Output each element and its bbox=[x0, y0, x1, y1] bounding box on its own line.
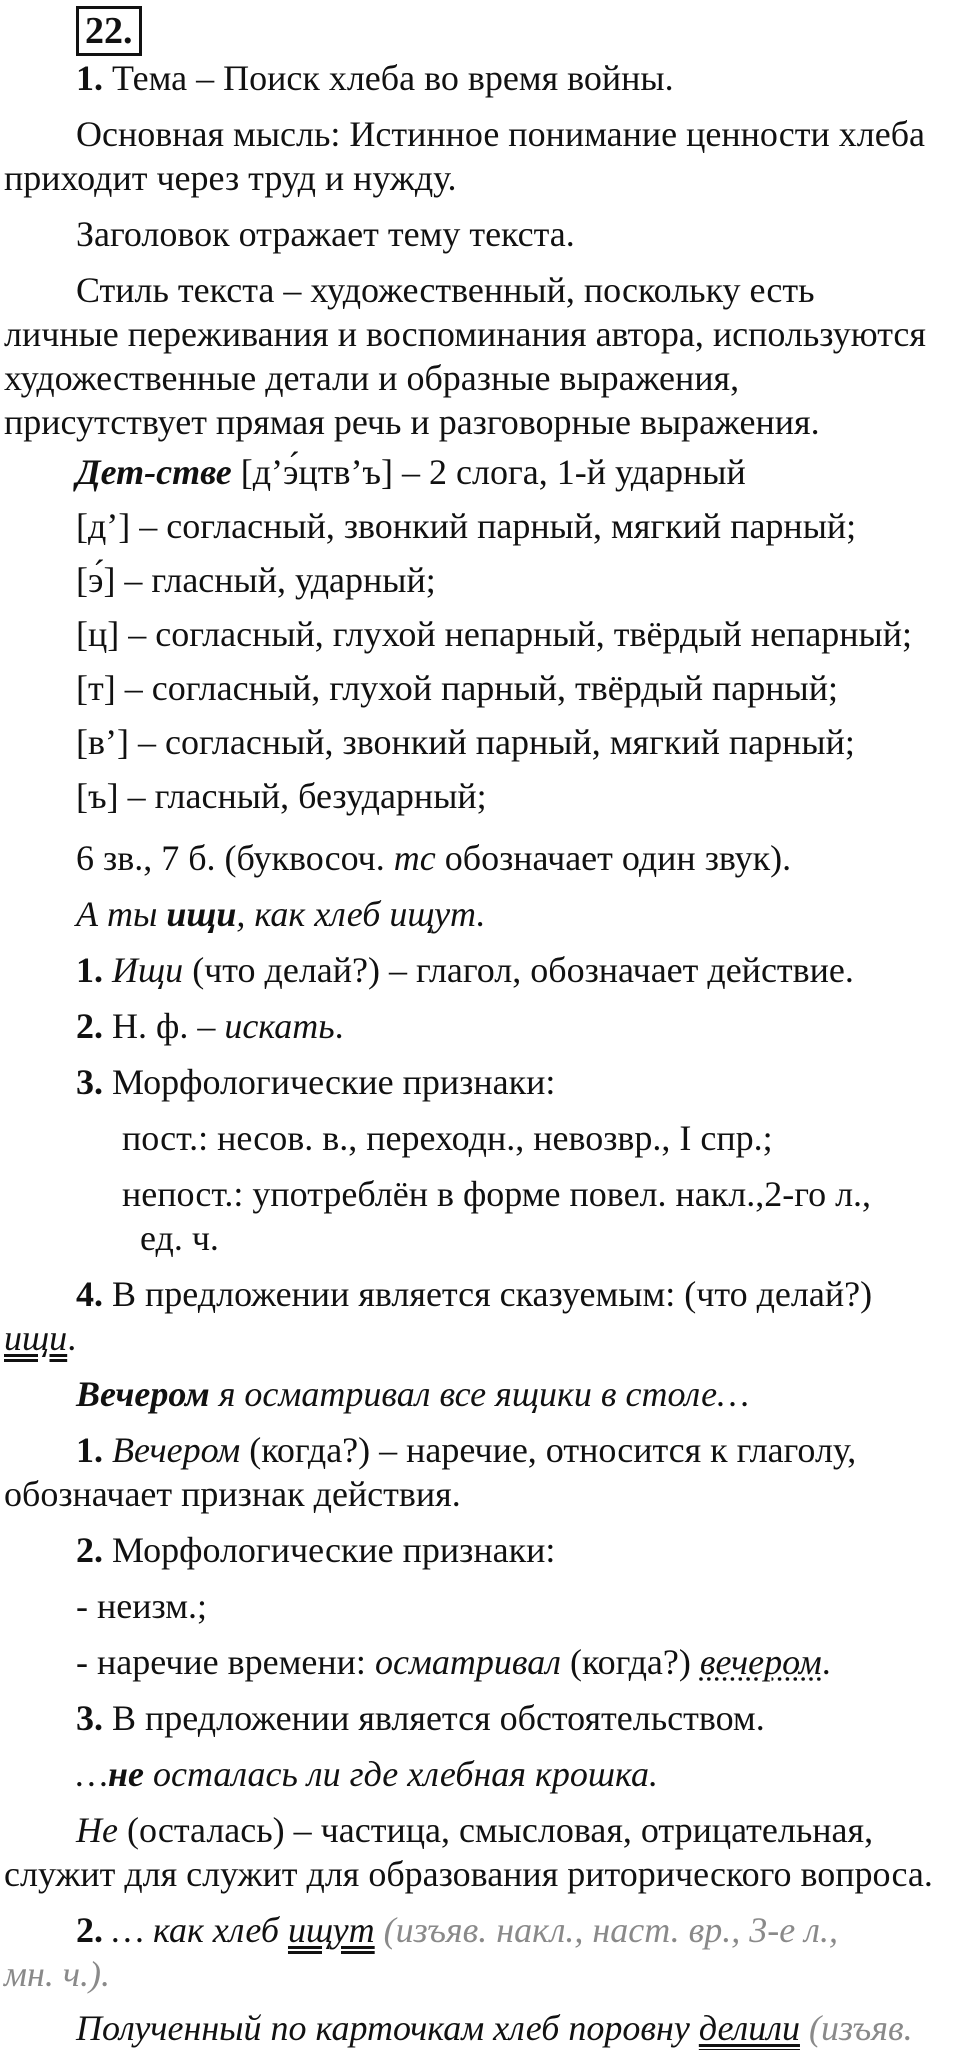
task-number: 22. bbox=[76, 6, 142, 56]
adverb-text: В предложении является обстоятельством. bbox=[103, 1698, 765, 1738]
morph-item-1 bbox=[4, 948, 956, 992]
example-text: … как хлеб bbox=[103, 1910, 288, 1950]
particle-text: (осталась) – частица, смысловая, отрицательная, bbox=[117, 1810, 874, 1850]
adverb-feature-1: - неизм.; bbox=[76, 1586, 207, 1626]
sound-line: [ц] – согласный, глухой непарный, твёрдый непарный; bbox=[76, 614, 913, 654]
adverb-feature-2 bbox=[4, 1640, 956, 1684]
sound-line: [в’] – согласный, звонкий парный, мягкий парный; bbox=[76, 722, 855, 762]
period: . bbox=[821, 1642, 831, 1682]
example-text: я осматривал все ящики в столе… bbox=[209, 1374, 750, 1414]
particle-line-2: служит для служит для образования риторического вопроса. bbox=[4, 1854, 933, 1894]
variable-features-1: непост.: употреблён в форме повел. накл.,2-го л., bbox=[122, 1174, 872, 1214]
style-line-4: присутствует прямая речь и разговорные выражения. bbox=[4, 402, 820, 442]
title-note: Заголовок отражает тему текста. bbox=[76, 214, 575, 254]
morph-text: Морфологические признаки: bbox=[103, 1062, 556, 1102]
verb-underlined: ищут bbox=[287, 1910, 375, 1950]
period: . bbox=[67, 1318, 77, 1358]
example-highlight: не bbox=[108, 1754, 144, 1794]
theme-line bbox=[4, 56, 956, 100]
question-text: (когда?) bbox=[560, 1642, 700, 1682]
item-number: 4. bbox=[76, 1274, 103, 1314]
sound-letter-count bbox=[4, 836, 956, 880]
morph-item-3 bbox=[4, 1060, 956, 1104]
style-line-1: Стиль текста – художественный, поскольку есть bbox=[76, 270, 815, 310]
style-line-2: личные переживания и воспоминания автора, используются bbox=[4, 314, 926, 354]
phonetic-word: Дет-стве bbox=[76, 452, 232, 492]
item-number: 1. bbox=[76, 950, 103, 990]
example-highlight: Вечером bbox=[76, 1374, 210, 1414]
example-sentence-3 bbox=[4, 1752, 956, 1796]
particle-word: Не bbox=[76, 1810, 118, 1850]
morph-item-2 bbox=[4, 1004, 956, 1048]
example-text: А ты bbox=[76, 894, 167, 934]
morph-item-4 bbox=[4, 1272, 956, 1316]
adverb-item-1-line-2: обозначает признак действия. bbox=[4, 1474, 461, 1514]
adverb-text: Морфологические признаки: bbox=[103, 1530, 556, 1570]
example-sentence-1 bbox=[4, 892, 956, 936]
morph-word: Ищи bbox=[112, 950, 184, 990]
theme-text: Тема – Поиск хлеба во время войны. bbox=[103, 58, 674, 98]
predicate-word: ищи bbox=[4, 1318, 68, 1358]
last-sentence bbox=[4, 2006, 956, 2050]
style-line-3: художественные детали и образные выражения, bbox=[4, 358, 740, 398]
question-2-line-1 bbox=[4, 1908, 956, 1952]
particle-line-1 bbox=[4, 1808, 956, 1852]
verb-underlined: делили bbox=[698, 2008, 800, 2048]
morph-text: В предложении является сказуемым: (что делай?) bbox=[103, 1274, 873, 1314]
item-number: 2. bbox=[76, 1530, 103, 1570]
example-highlight: ищи bbox=[166, 894, 237, 934]
feature-text: - наречие времени: bbox=[76, 1642, 375, 1682]
predicate-line bbox=[4, 1316, 956, 1360]
count-text: 6 зв., 7 б. (буквосоч. bbox=[76, 838, 394, 878]
phonetic-rest: [д’э́цтв’ъ] – 2 слога, 1-й ударный bbox=[231, 452, 746, 492]
adverb-item-2 bbox=[4, 1528, 956, 1572]
constant-features: пост.: несов. в., переходн., невозвр., I спр.; bbox=[122, 1118, 773, 1158]
phonetic-transcription bbox=[4, 450, 956, 494]
letter-combination: тс bbox=[393, 838, 436, 878]
item-number: 3. bbox=[76, 1698, 103, 1738]
adverb-item-1 bbox=[4, 1428, 956, 1472]
morph-text: Н. ф. – bbox=[103, 1006, 225, 1046]
count-text-end: обозначает один звук). bbox=[435, 838, 792, 878]
item-number: 1. bbox=[76, 58, 103, 98]
grammar-note: (изъяв. накл., наст. вр., 3-е л., bbox=[374, 1910, 838, 1950]
item-number: 3. bbox=[76, 1062, 103, 1102]
initial-form: искать bbox=[224, 1006, 335, 1046]
adverb-text: (когда?) – наречие, относится к глаголу, bbox=[240, 1430, 857, 1470]
adverb-word: Вечером bbox=[112, 1430, 241, 1470]
main-idea-line-2: приходит через труд и нужду. bbox=[4, 158, 457, 198]
sound-line: [ъ] – гласный, безударный; bbox=[76, 776, 487, 816]
grammar-note: (изъяв. bbox=[799, 2008, 913, 2048]
example-text-end: , как хлеб ищут. bbox=[236, 894, 486, 934]
adverb-item-3 bbox=[4, 1696, 956, 1740]
example-text: осталась ли где хлебная крошка. bbox=[143, 1754, 659, 1794]
adverb-underlined: вечером bbox=[699, 1642, 822, 1682]
item-number: 1. bbox=[76, 1430, 103, 1470]
item-number: 2. bbox=[76, 1006, 103, 1046]
example-sentence-2 bbox=[4, 1372, 956, 1416]
example-text: Полученный по карточкам хлеб поровну bbox=[76, 2008, 699, 2048]
main-idea-line-1: Основная мысль: Истинное понимание ценности хлеба bbox=[76, 114, 926, 154]
morph-text: (что делай?) – глагол, обозначает действие. bbox=[183, 950, 854, 990]
period: . bbox=[334, 1006, 344, 1046]
ellipsis: … bbox=[76, 1754, 109, 1794]
sound-line: [д’] – согласный, звонкий парный, мягкий парный; bbox=[76, 506, 857, 546]
item-number: 2. bbox=[76, 1910, 103, 1950]
verb-word: осматривал bbox=[374, 1642, 561, 1682]
sound-line: [э́] – гласный, ударный; bbox=[76, 560, 436, 600]
variable-features-2: ед. ч. bbox=[140, 1218, 219, 1258]
question-2-line-2: мн. ч.). bbox=[4, 1954, 110, 1994]
sound-line: [т] – согласный, глухой парный, твёрдый парный; bbox=[76, 668, 838, 708]
